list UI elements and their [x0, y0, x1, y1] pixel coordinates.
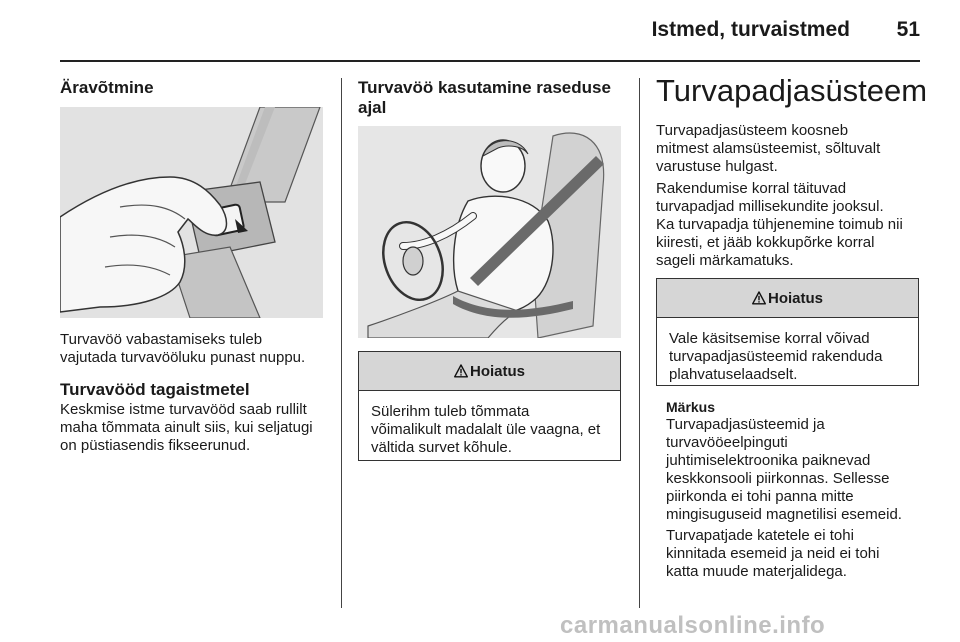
text-line: Keskmise istme turvavööd saab rullilt [60, 401, 307, 418]
warning-header [657, 279, 918, 318]
warning-box-airbag [656, 278, 919, 386]
warning-title: Hoiatus [469, 362, 525, 380]
seatbelt-release-illustration [60, 107, 323, 318]
note-title: Märkus [666, 399, 716, 415]
text-line: keskkonsooli piirkonnas. Sellesse [666, 470, 890, 487]
text-line: on püstiasendis fikseerunud. [60, 437, 251, 454]
text-line: Turvapadjasüsteem koosneb [656, 122, 849, 139]
warning-triangle-icon [752, 291, 766, 305]
warning-text [359, 391, 620, 467]
text-line: Vale käsitsemise korral võivad [669, 330, 870, 347]
running-header-title: Istmed, turvaistmed [651, 18, 850, 41]
text-line: juhtimiselektroonika paiknevad [666, 452, 871, 469]
text-line: vältida survet kõhule. [371, 439, 512, 456]
text-line: Sülerihm tuleb tõmmata [371, 403, 530, 420]
text-line: kiiresti, et jääb kokkupõrke korral [656, 234, 875, 251]
column-divider-1 [341, 78, 342, 608]
text-line: sageli märkamatuks. [656, 252, 794, 269]
column-divider-2 [639, 78, 640, 608]
text-line: Turvapadjasüsteemid ja [666, 416, 825, 433]
text-line: Turvavöö vabastamiseks tuleb [60, 331, 263, 348]
text-line: varustuse hulgast. [656, 158, 778, 175]
warning-triangle-icon [454, 364, 468, 378]
text-line: turvapadjad millisekundite jooksul. [656, 198, 884, 215]
section-heading-airbag-system: Turvapadjasüsteem [656, 73, 928, 108]
text-line: maha tõmmata ainult siis, kui seljatugi [60, 419, 313, 436]
text-line: plahvatuselaadselt. [669, 366, 798, 383]
text-line: piirkonda ei tohi panna mitte [666, 488, 854, 505]
note-paragraph-1 [666, 416, 941, 524]
warning-header [359, 352, 620, 391]
release-caption [60, 331, 335, 367]
airbag-intro-paragraph [656, 122, 946, 176]
text-line: Turvapatjade katetele ei tohi [666, 527, 854, 544]
subheading-rear-seat-belts: Turvavööd tagaistmetel [60, 380, 250, 399]
text-line: katta muude materjalidega. [666, 563, 847, 580]
note-paragraph-2 [666, 527, 941, 581]
text-line: võimalikult madalalt üle vaagna, et [371, 421, 601, 438]
section-heading-pregnancy [358, 78, 628, 118]
pregnant-driver-illustration [358, 126, 621, 338]
text-line: Rakendumise korral täituvad [656, 180, 847, 197]
header-rule [60, 60, 920, 62]
warning-box-pregnancy [358, 351, 621, 461]
watermark: carmanualsonline.info [560, 612, 826, 639]
page-number: 51 [896, 18, 920, 41]
text-line: turvapadjasüsteemid rakenduda [669, 348, 883, 365]
heading-line: Turvavöö kasutamine raseduse [358, 78, 611, 97]
airbag-deployment-paragraph [656, 180, 956, 270]
text-line: Ka turvapadja tühjenemine toimub nii [656, 216, 903, 233]
heading-line: ajal [358, 98, 387, 117]
text-line: mitmest alamsüsteemist, sõltuvalt [656, 140, 881, 157]
text-line: kinnitada esemeid ja neid ei tohi [666, 545, 880, 562]
text-line: mingisuguseid magnetilisi esemeid. [666, 506, 902, 523]
warning-text [657, 318, 918, 394]
text-line: turvavööeelpinguti [666, 434, 788, 451]
rear-seat-belts-text [60, 401, 340, 455]
section-heading-removal: Äravõtmine [60, 78, 154, 97]
warning-title: Hoiatus [767, 289, 823, 307]
text-line: vajutada turvavööluku punast nuppu. [60, 349, 306, 366]
